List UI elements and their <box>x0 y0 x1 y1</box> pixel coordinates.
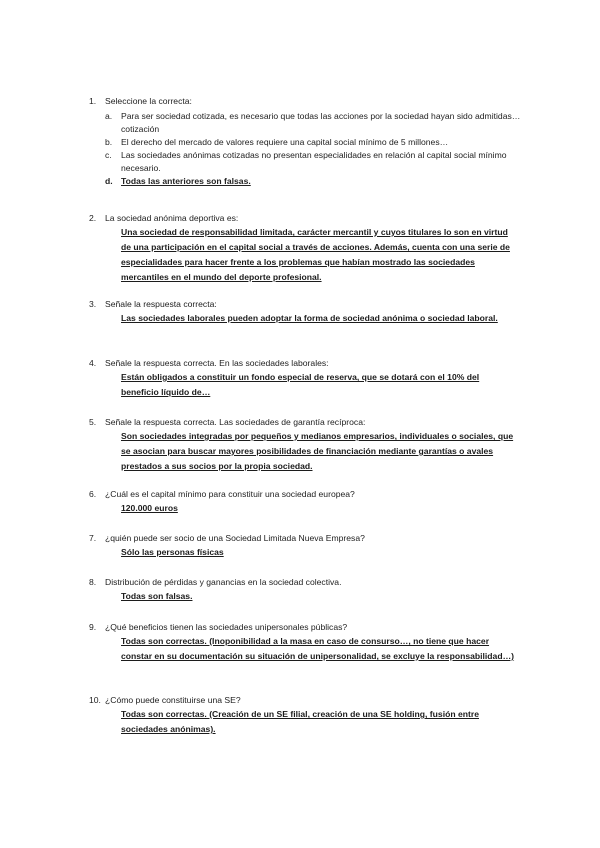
option-letter: a. <box>105 111 113 121</box>
question-text: ¿Cómo puede constituirse una SE? <box>105 695 241 705</box>
option-d-correct <box>105 175 529 188</box>
answer-text: Todas son correctas. (Creación de un SE filial, creación de una SE holding, fusión entre sociedades anónimas). <box>121 709 479 734</box>
question-number: 4. <box>89 358 97 368</box>
question-number: 7. <box>89 533 97 543</box>
answer-text: Las sociedades laborales pueden adoptar la forma de sociedad anónima o sociedad laboral. <box>121 313 498 323</box>
question-5 <box>89 416 529 474</box>
answer-text: 120.000 euros <box>121 503 178 513</box>
question-text: ¿Qué beneficios tienen las sociedades unipersonales públicas? <box>105 622 348 632</box>
answer-text: Todas son correctas. (Inoponibilidad a la masa en caso de consurso…, no tiene que hacer constar en su documentación su situación de unipersonalidad, se excluye la responsabilidad…) <box>121 636 515 661</box>
option-list <box>105 110 529 188</box>
question-3 <box>89 298 529 326</box>
option-letter: d. <box>105 176 113 186</box>
question-10 <box>89 694 529 737</box>
answer-text: Son sociedades integradas por pequeños y medianos empresarios, individuales o sociales, que se asocian para buscar mayores posibilidades de financiación mediante garantías o avales prestados a sus socios por la propia sociedad. <box>121 431 514 471</box>
question-number: 8. <box>89 577 97 587</box>
question-text: Seleccione la correcta: <box>105 96 192 106</box>
question-7 <box>89 532 529 560</box>
answer-text: Todas son falsas. <box>121 591 193 601</box>
question-text: Señale la respuesta correcta: <box>105 299 217 309</box>
option-text: Para ser sociedad cotizada, es necesario que todas las acciones por la sociedad hayan sido admitidas… cotización <box>121 111 521 134</box>
question-2 <box>89 212 529 285</box>
answer-text: Están obligados a constituir un fondo especial de reserva, que se dotará con el 10% del beneficio líquido de… <box>121 372 480 397</box>
question-text: ¿Cuál es el capital mínimo para constituir una sociedad europea? <box>105 489 355 499</box>
question-4 <box>89 357 529 400</box>
question-number: 6. <box>89 489 97 499</box>
question-text: La sociedad anónima deportiva es: <box>105 213 239 223</box>
answer-text: Sólo las personas físicas <box>121 547 224 557</box>
option-a <box>105 110 529 136</box>
question-8 <box>89 576 529 604</box>
question-number: 5. <box>89 417 97 427</box>
option-letter: b. <box>105 137 113 147</box>
question-number: 10. <box>89 695 101 705</box>
question-text: Señale la respuesta correcta. En las sociedades laborales: <box>105 358 329 368</box>
option-text: El derecho del mercado de valores requiere una capital social mínimo de 5 millones… <box>121 137 449 147</box>
question-text: Distribución de pérdidas y ganancias en la sociedad colectiva. <box>105 577 342 587</box>
option-text: Las sociedades anónimas cotizadas no presentan especialidades en relación al capital social mínimo necesario. <box>121 150 507 173</box>
question-number: 3. <box>89 299 97 309</box>
question-text: Señale la respuesta correcta. Las sociedades de garantía recíproca: <box>105 417 366 427</box>
question-9 <box>89 621 529 664</box>
answer-text: Una sociedad de responsabilidad limitada, carácter mercantil y cuyos titulares lo son en virtud de una participación en el capital social a través de acciones. Además, cuenta con una serie de especialidades para hacer frente a los problemas que habían mostrado las sociedades mercantiles en el mundo del deporte profesional. <box>121 227 510 282</box>
question-6 <box>89 488 529 516</box>
option-b <box>105 136 529 149</box>
option-letter: c. <box>105 150 112 160</box>
question-text: ¿quién puede ser socio de una Sociedad Limitada Nueva Empresa? <box>105 533 365 543</box>
question-number: 1. <box>89 96 97 106</box>
option-text: Todas las anteriores son falsas. <box>121 176 251 186</box>
question-number: 9. <box>89 622 97 632</box>
option-c <box>105 149 529 175</box>
question-number: 2. <box>89 213 97 223</box>
question-1 <box>89 95 529 188</box>
